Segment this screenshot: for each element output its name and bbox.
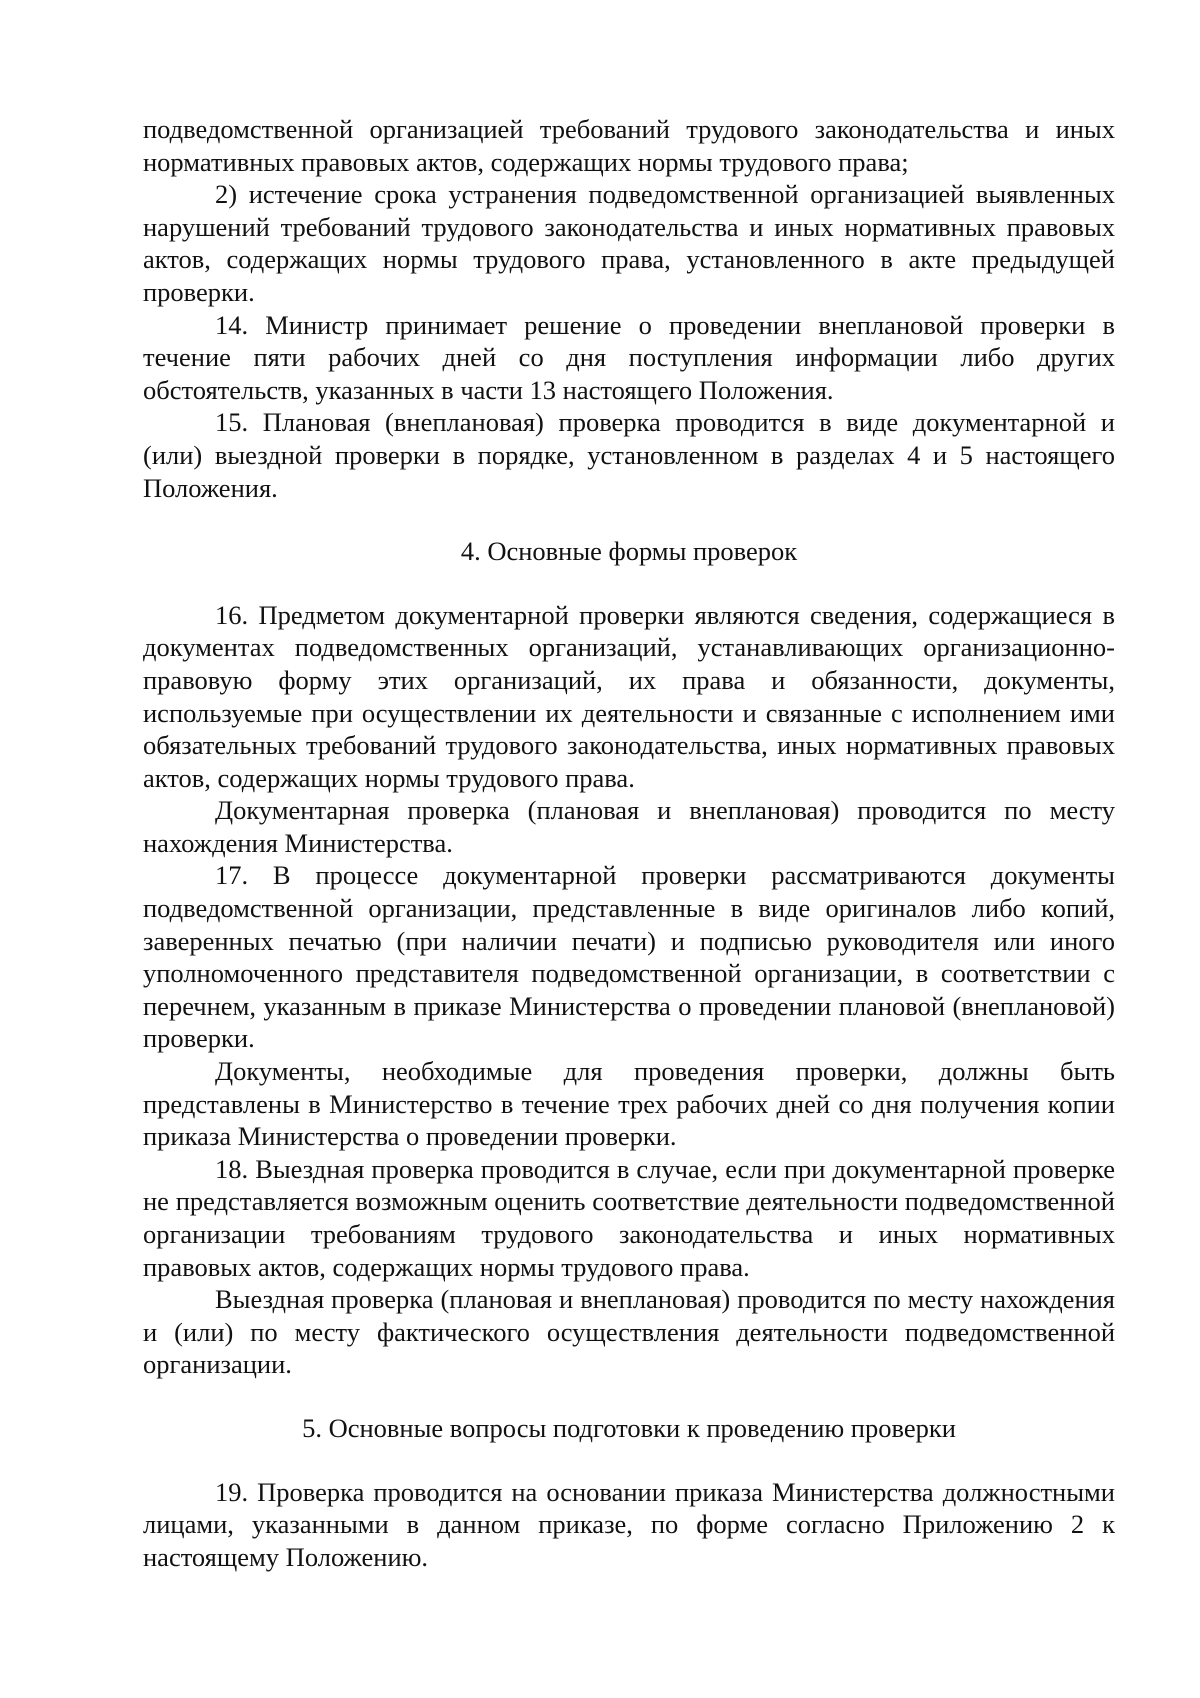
paragraph-continuation: подведомственной организацией требований трудового законодательства и иных нормативных правовых актов, содержащих нормы трудового права; [143,114,1115,177]
paragraph-clause-18-part-2: Выездная проверка (плановая и внеплановая) проводится по месту нахождения и (или) по месту фактического осуществления деятельности подведомственной организации. [143,1284,1115,1380]
paragraph-clause-17: 17. В процессе документарной проверки рассматриваются документы подведомственной организации, представленные в виде оригиналов либо копий, заверенных печатью (при наличии печати) и подписью руководителя или иного уполномоченного представителя подведомственной организации, в соответствии с перечнем, указанным в приказе Министерства о проведении плановой (внеплановой) проверки. [143,860,1115,1054]
paragraph-item-2: 2) истечение срока устранения подведомственной организацией выявленных нарушений требований трудового законодательства и иных нормативных правовых актов, содержащих нормы трудового права, установленного в акте предыдущей проверки. [143,179,1115,307]
paragraph-clause-14: 14. Министр принимает решение о проведении внеплановой проверки в течение пяти рабочих дней со дня поступления информации либо других обстоятельств, указанных в части 13 настоящего Положения. [143,309,1115,405]
paragraph-clause-15: 15. Плановая (внеплановая) проверка проводится в виде документарной и (или) выездной проверки в порядке, установленном в разделах 4 и 5 настоящего Положения. [143,407,1115,503]
section-4-heading: 4. Основные формы проверок [460,536,798,567]
paragraph-clause-19: 19. Проверка проводится на основании приказа Министерства должностными лицами, указанными в данном приказе, по форме согласно Приложению 2 к настоящему Положению. [143,1476,1115,1572]
paragraph-clause-16: 16. Предметом документарной проверки являются сведения, содержащиеся в документах подведомственных организаций, устанавливающих организационно-правовую форму этих организаций, их права и обязанности, документы, используемые при осуществлении их деятельности и связанные с исполнением ими обязательных требований трудового законодательства, иных нормативных правовых актов, содержащих нормы трудового права. [143,599,1115,793]
document-page [143,113,1115,1573]
paragraph-clause-17-part-2: Документы, необходимые для проведения проверки, должны быть представлены в Министерство в течение трех рабочих дней со дня получения копии приказа Министерства о проведении проверки. [143,1056,1115,1152]
section-5-heading: 5. Основные вопросы подготовки к проведению проверки [302,1412,956,1443]
paragraph-clause-18: 18. Выездная проверка проводится в случае, если при документарной проверке не представляется возможным оценить соответствие деятельности подведомственной организации требованиям трудового законодательства и иных нормативных правовых актов, содержащих нормы трудового права. [143,1153,1115,1282]
paragraph-clause-16-part-2: Документарная проверка (плановая и внеплановая) проводится по месту нахождения Министерства. [143,795,1115,858]
